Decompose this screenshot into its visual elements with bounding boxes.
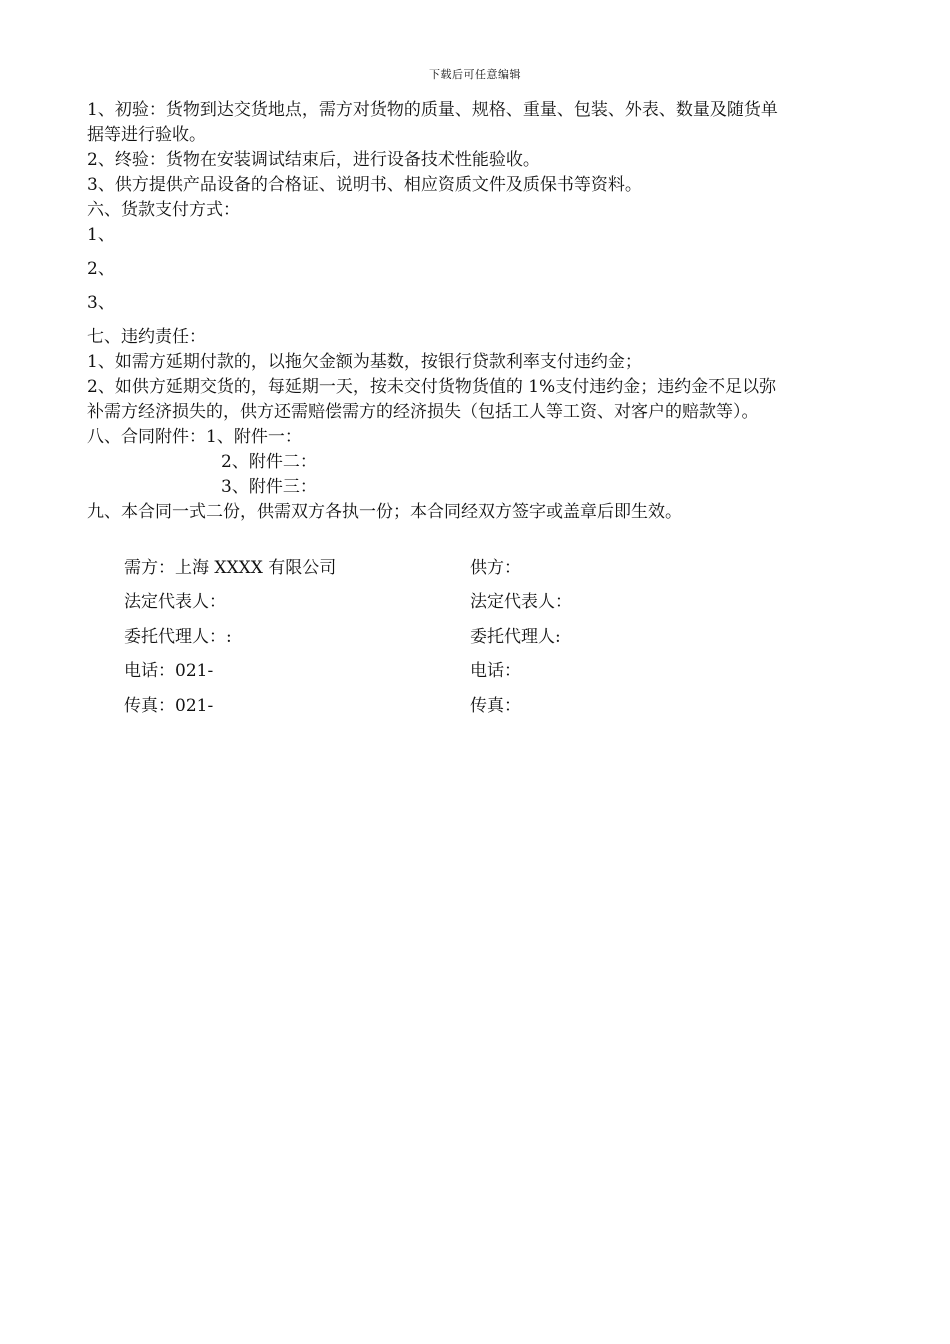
signature-row-legal-rep xyxy=(124,583,824,618)
buyer-phone: 电话：021- xyxy=(124,661,214,682)
buyer-party: 需方：上海 XXXX 有限公司 xyxy=(124,557,337,578)
attachments-heading: 八、合同附件：1、附件一： xyxy=(87,427,302,447)
payment-item-1: 1、 xyxy=(87,225,115,245)
seller-legal-rep: 法定代表人： xyxy=(470,592,572,613)
acceptance-item-3: 3、供方提供产品设备的合格证、说明书、相应资质文件及质保书等资料。 xyxy=(87,175,642,195)
breach-heading: 七、违约责任： xyxy=(87,327,206,347)
header-note: 下载后可任意编辑 xyxy=(429,68,521,81)
acceptance-item-2: 2、终验：货物在安装调试结束后，进行设备技术性能验收。 xyxy=(87,150,540,170)
contract-body xyxy=(87,98,867,525)
seller-phone: 电话： xyxy=(470,661,521,682)
signature-block xyxy=(124,548,824,721)
buyer-fax: 传真：021- xyxy=(124,695,214,716)
effect-clause: 九、本合同一式二份，供需双方各执一份；本合同经双方签字或盖章后即生效。 xyxy=(87,502,682,522)
signature-row-phone xyxy=(124,652,824,687)
payment-heading: 六、货款支付方式： xyxy=(87,200,240,220)
payment-item-2: 2、 xyxy=(87,259,115,279)
signature-row-agent xyxy=(124,617,824,652)
breach-item-2-line-1: 2、如供方延期交货的，每延期一天，按未交付货物货值的 1%支付违约金；违约金不足以弥 xyxy=(87,377,777,397)
buyer-agent: 委托代理人：: xyxy=(124,626,232,647)
breach-item-2-line-2: 补需方经济损失的，供方还需赔偿需方的经济损失（包括工人等工资、对客户的赔款等）。 xyxy=(87,402,759,422)
buyer-legal-rep: 法定代表人： xyxy=(124,592,226,613)
acceptance-item-1-line-2: 据等进行验收。 xyxy=(87,125,206,145)
attachment-2: 2、附件二： xyxy=(221,452,317,472)
seller-agent: 委托代理人: xyxy=(470,626,561,647)
payment-item-3: 3、 xyxy=(87,293,115,313)
attachment-3: 3、附件三： xyxy=(221,477,317,497)
signature-row-fax xyxy=(124,686,824,721)
seller-fax: 传真： xyxy=(470,695,521,716)
seller-party: 供方： xyxy=(470,557,521,578)
acceptance-item-1-line-1: 1、初验：货物到达交货地点，需方对货物的质量、规格、重量、包装、外表、数量及随货单 xyxy=(87,100,778,120)
breach-item-1: 1、如需方延期付款的，以拖欠金额为基数，按银行贷款利率支付违约金； xyxy=(87,352,642,372)
signature-row-party xyxy=(124,548,824,583)
